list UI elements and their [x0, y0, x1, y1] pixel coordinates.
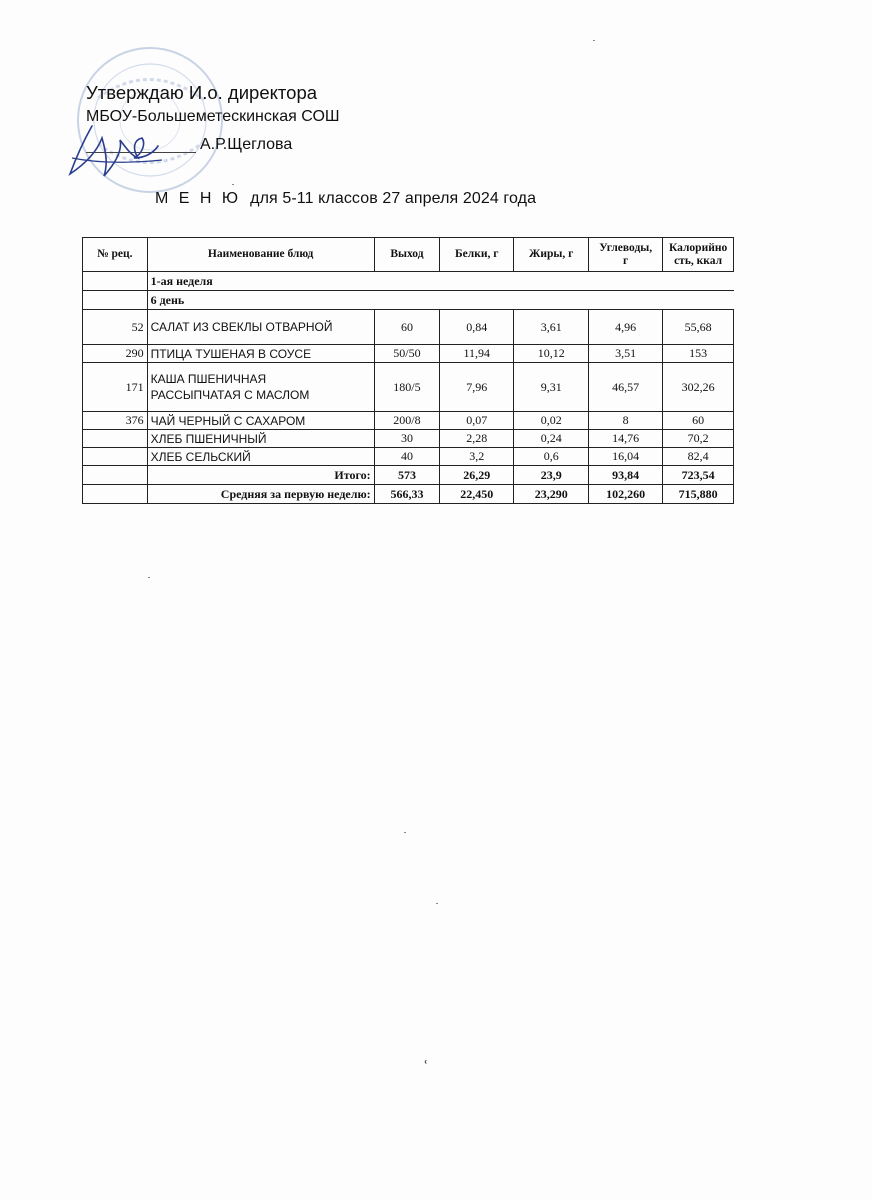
table-header-row: [83, 238, 734, 272]
menu-title: [155, 190, 536, 208]
dish-calories: 55,68: [663, 310, 734, 345]
dish-carbs: 14,76: [589, 430, 663, 448]
average-output: 566,33: [374, 485, 440, 504]
total-calories: 723,54: [663, 466, 734, 485]
recipe-number: [83, 448, 148, 466]
dish-output: 40: [374, 448, 440, 466]
dish-output: 60: [374, 310, 440, 345]
recipe-number: [83, 430, 148, 448]
dish-calories: 82,4: [663, 448, 734, 466]
dish-name: ЧАЙ ЧЕРНЫЙ С САХАРОМ: [147, 412, 374, 430]
menu-table: [82, 237, 734, 504]
average-calories: 715,880: [663, 485, 734, 504]
scan-speck: [593, 40, 595, 41]
dish-name: ХЛЕБ СЕЛЬСКИЙ: [147, 448, 374, 466]
total-fats: 23,9: [514, 466, 589, 485]
dish-output: 200/8: [374, 412, 440, 430]
header-carbs-line1: Углеводы,: [599, 241, 653, 254]
dish-name-line2: РАССЫПЧАТАЯ С МАСЛОМ: [150, 388, 310, 402]
day-row: [83, 291, 734, 310]
dish-calories: 302,26: [663, 363, 734, 412]
dish-carbs: 16,04: [589, 448, 663, 466]
dish-output: 180/5: [374, 363, 440, 412]
scan-speck: [232, 184, 234, 185]
header-carbs-line2: г: [623, 254, 629, 267]
approval-director-name: А.Р.Щеглова: [200, 136, 293, 153]
approval-title: Утверждаю И.о. директора: [86, 82, 318, 103]
dish-carbs: 4,96: [589, 310, 663, 345]
dish-proteins: 0,07: [440, 412, 514, 430]
dish-fats: 0,24: [514, 430, 589, 448]
header-output: Выход: [374, 238, 440, 272]
header-proteins: Белки, г: [440, 238, 514, 272]
dish-name: ПТИЦА ТУШЕНАЯ В СОУСЕ: [147, 345, 374, 363]
dish-fats: 3,61: [514, 310, 589, 345]
table-row: [83, 363, 734, 412]
dish-fats: 0,6: [514, 448, 589, 466]
recipe-number: 52: [83, 310, 148, 345]
scan-speck: [148, 577, 150, 578]
header-calories: [663, 238, 734, 272]
scan-speck: [404, 832, 406, 833]
average-row: [83, 485, 734, 504]
header-fats: Жиры, г: [514, 238, 589, 272]
total-label: Итого:: [147, 466, 374, 485]
dish-calories: 153: [663, 345, 734, 363]
day-label: 6 день: [147, 291, 733, 310]
week-row: [83, 272, 734, 291]
table-row: [83, 448, 734, 466]
average-label: Средняя за первую неделю:: [147, 485, 374, 504]
table-row: [83, 430, 734, 448]
dish-fats: 0,02: [514, 412, 589, 430]
recipe-number: 376: [83, 412, 148, 430]
table-row: [83, 310, 734, 345]
scan-speck: [436, 903, 438, 904]
recipe-number: 290: [83, 345, 148, 363]
dish-fats: 9,31: [514, 363, 589, 412]
dish-name-line1: КАША ПШЕНИЧНАЯ: [150, 372, 267, 386]
average-fats: 23,290: [514, 485, 589, 504]
dish-proteins: 11,94: [440, 345, 514, 363]
total-row: [83, 466, 734, 485]
average-carbs: 102,260: [589, 485, 663, 504]
average-proteins: 22,450: [440, 485, 514, 504]
dish-name: ХЛЕБ ПШЕНИЧНЫЙ: [147, 430, 374, 448]
dish-carbs: 3,51: [589, 345, 663, 363]
page-mark: ՙ: [424, 1058, 428, 1073]
dish-name: САЛАТ ИЗ СВЕКЛЫ ОТВАРНОЙ: [147, 310, 374, 345]
handwritten-signature-icon: [62, 118, 202, 188]
dish-output: 50/50: [374, 345, 440, 363]
header-calories-line1: Калорийно: [668, 241, 728, 254]
dish-proteins: 2,28: [440, 430, 514, 448]
header-carbs: [589, 238, 663, 272]
dish-proteins: 3,2: [440, 448, 514, 466]
week-label: 1-ая неделя: [147, 272, 733, 291]
menu-title-word: М Е Н Ю: [155, 190, 242, 207]
header-recipe-number: № рец.: [83, 238, 148, 272]
dish-proteins: 0,84: [440, 310, 514, 345]
recipe-number: 171: [83, 363, 148, 412]
header-calories-line2: сть, ккал: [674, 254, 723, 267]
header-dish-name: Наименование блюд: [147, 238, 374, 272]
table-row: [83, 412, 734, 430]
dish-carbs: 46,57: [589, 363, 663, 412]
dish-name: [147, 363, 374, 412]
total-proteins: 26,29: [440, 466, 514, 485]
dish-calories: 70,2: [663, 430, 734, 448]
dish-fats: 10,12: [514, 345, 589, 363]
menu-title-rest: для 5-11 классов 27 апреля 2024 года: [250, 190, 537, 207]
approval-school: МБОУ-Большеметескинская СОШ: [86, 108, 340, 125]
total-output: 573: [374, 466, 440, 485]
dish-proteins: 7,96: [440, 363, 514, 412]
dish-calories: 60: [663, 412, 734, 430]
table-row: [83, 345, 734, 363]
dish-carbs: 8: [589, 412, 663, 430]
dish-output: 30: [374, 430, 440, 448]
total-carbs: 93,84: [589, 466, 663, 485]
